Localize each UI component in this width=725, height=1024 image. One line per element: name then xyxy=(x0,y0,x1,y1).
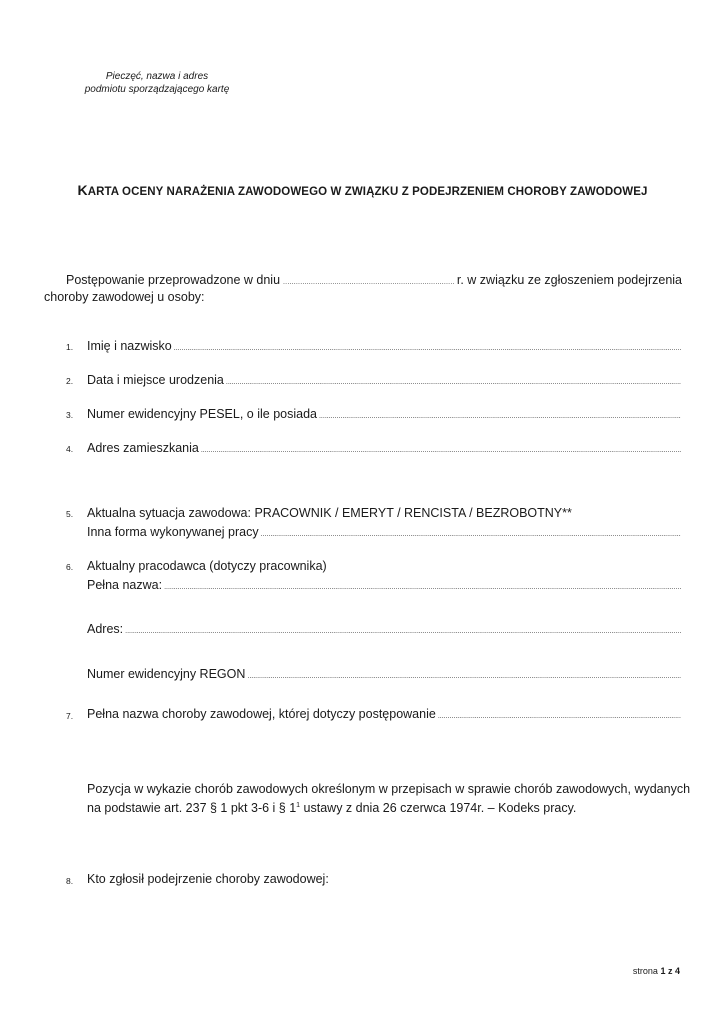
title-first-letter: K xyxy=(77,182,88,198)
item-label: Numer ewidencyjny PESEL, o ile posiada xyxy=(87,407,317,421)
footer-page: 1 xyxy=(660,966,666,976)
disease-position-text2 xyxy=(87,801,576,816)
item-number: 6. xyxy=(66,562,74,572)
item-birth xyxy=(87,373,681,388)
item-label: Adres: xyxy=(87,622,124,636)
employer-label: Aktualny pracodawca (dotyczy pracownika) xyxy=(87,559,327,573)
disease-field[interactable] xyxy=(438,707,681,720)
item-number: 7. xyxy=(66,711,74,721)
page-footer xyxy=(633,966,680,976)
footer-of: z xyxy=(667,966,673,976)
item-other-work xyxy=(87,525,681,540)
disease-field-line2[interactable] xyxy=(87,730,681,742)
footer-total: 4 xyxy=(674,966,680,976)
stamp-signature-line[interactable] xyxy=(52,58,262,68)
stamp-caption-line2: podmiotu sporządzającego kartę xyxy=(84,84,230,95)
disease-field-line3[interactable] xyxy=(87,752,681,764)
intro-line-2: choroby zawodowej u osoby: xyxy=(44,290,205,304)
item-label: Data i miejsce urodzenia xyxy=(87,373,224,387)
address-field-line2[interactable] xyxy=(87,474,681,486)
item-regon xyxy=(87,667,681,682)
title-rest: ARTA OCENY NARAŻENIA ZAWODOWEGO W ZWIĄZKU Z PODEJRZENIEM CHOROBY ZAWODOWEJ xyxy=(87,186,648,198)
item-label: Inna forma wykonywanej pracy xyxy=(87,525,259,539)
regon-field[interactable] xyxy=(247,667,681,680)
birth-field[interactable] xyxy=(226,373,681,386)
item-number: 4. xyxy=(66,444,74,454)
item-label: Numer ewidencyjny REGON xyxy=(87,667,246,681)
item-label: Pełna nazwa: xyxy=(87,578,163,592)
footer-prefix: strona xyxy=(632,966,658,976)
reporter-label: Kto zgłosił podejrzenie choroby zawodowej: xyxy=(87,872,329,886)
item-label: Imię i nazwisko xyxy=(87,339,172,353)
other-work-field[interactable] xyxy=(261,525,681,538)
reporter-field-line1[interactable] xyxy=(87,895,681,907)
stamp-caption-line1: Pieczęć, nazwa i adres xyxy=(105,71,209,82)
item-number: 2. xyxy=(66,376,74,386)
item-employer-address xyxy=(87,622,681,637)
legal-basis-text-end: ustawy z dnia 26 czerwca 1974r. – Kodeks pracy. xyxy=(300,801,577,815)
employer-name-field[interactable] xyxy=(164,578,681,591)
disease-position-field[interactable] xyxy=(87,832,681,844)
intro-part1: Postępowanie przeprowadzone w dniu xyxy=(66,273,281,287)
item-number: 8. xyxy=(66,876,74,886)
date-field[interactable] xyxy=(283,273,454,286)
item-label: Pełna nazwa choroby zawodowej, której dotyczy postępowanie xyxy=(87,707,436,721)
item-employer-name xyxy=(87,578,681,593)
disease-position-text1: Pozycja w wykazie chorób zawodowych określonym w przepisach w sprawie chorób zawodowych, wydanych xyxy=(87,782,691,796)
item-number: 1. xyxy=(66,342,74,352)
item-address xyxy=(87,441,681,456)
name-field[interactable] xyxy=(174,339,681,352)
intro-line-1 xyxy=(66,273,682,288)
item-number: 3. xyxy=(66,410,74,420)
document-title xyxy=(0,182,725,198)
item-disease xyxy=(87,707,681,722)
reporter-field-line2[interactable] xyxy=(87,917,681,929)
employer-address-field[interactable] xyxy=(125,622,681,635)
item-pesel xyxy=(87,407,681,422)
employer-address-line2[interactable] xyxy=(87,645,681,657)
work-status-label: Aktualna sytuacja zawodowa: PRACOWNIK / EMERYT / RENCISTA / BEZROBOTNY** xyxy=(87,506,572,520)
item-name xyxy=(87,339,681,354)
pesel-field[interactable] xyxy=(319,407,681,420)
address-field[interactable] xyxy=(201,441,681,454)
item-label: Adres zamieszkania xyxy=(87,441,199,455)
intro-part2: r. w związku ze zgłoszeniem podejrzenia xyxy=(456,273,682,287)
item-number: 5. xyxy=(66,509,74,519)
legal-basis-text: na podstawie art. 237 § 1 pkt 3-6 i § 1 xyxy=(87,801,297,815)
superscript: 1 xyxy=(296,801,301,809)
employer-name-line2[interactable] xyxy=(87,601,681,613)
